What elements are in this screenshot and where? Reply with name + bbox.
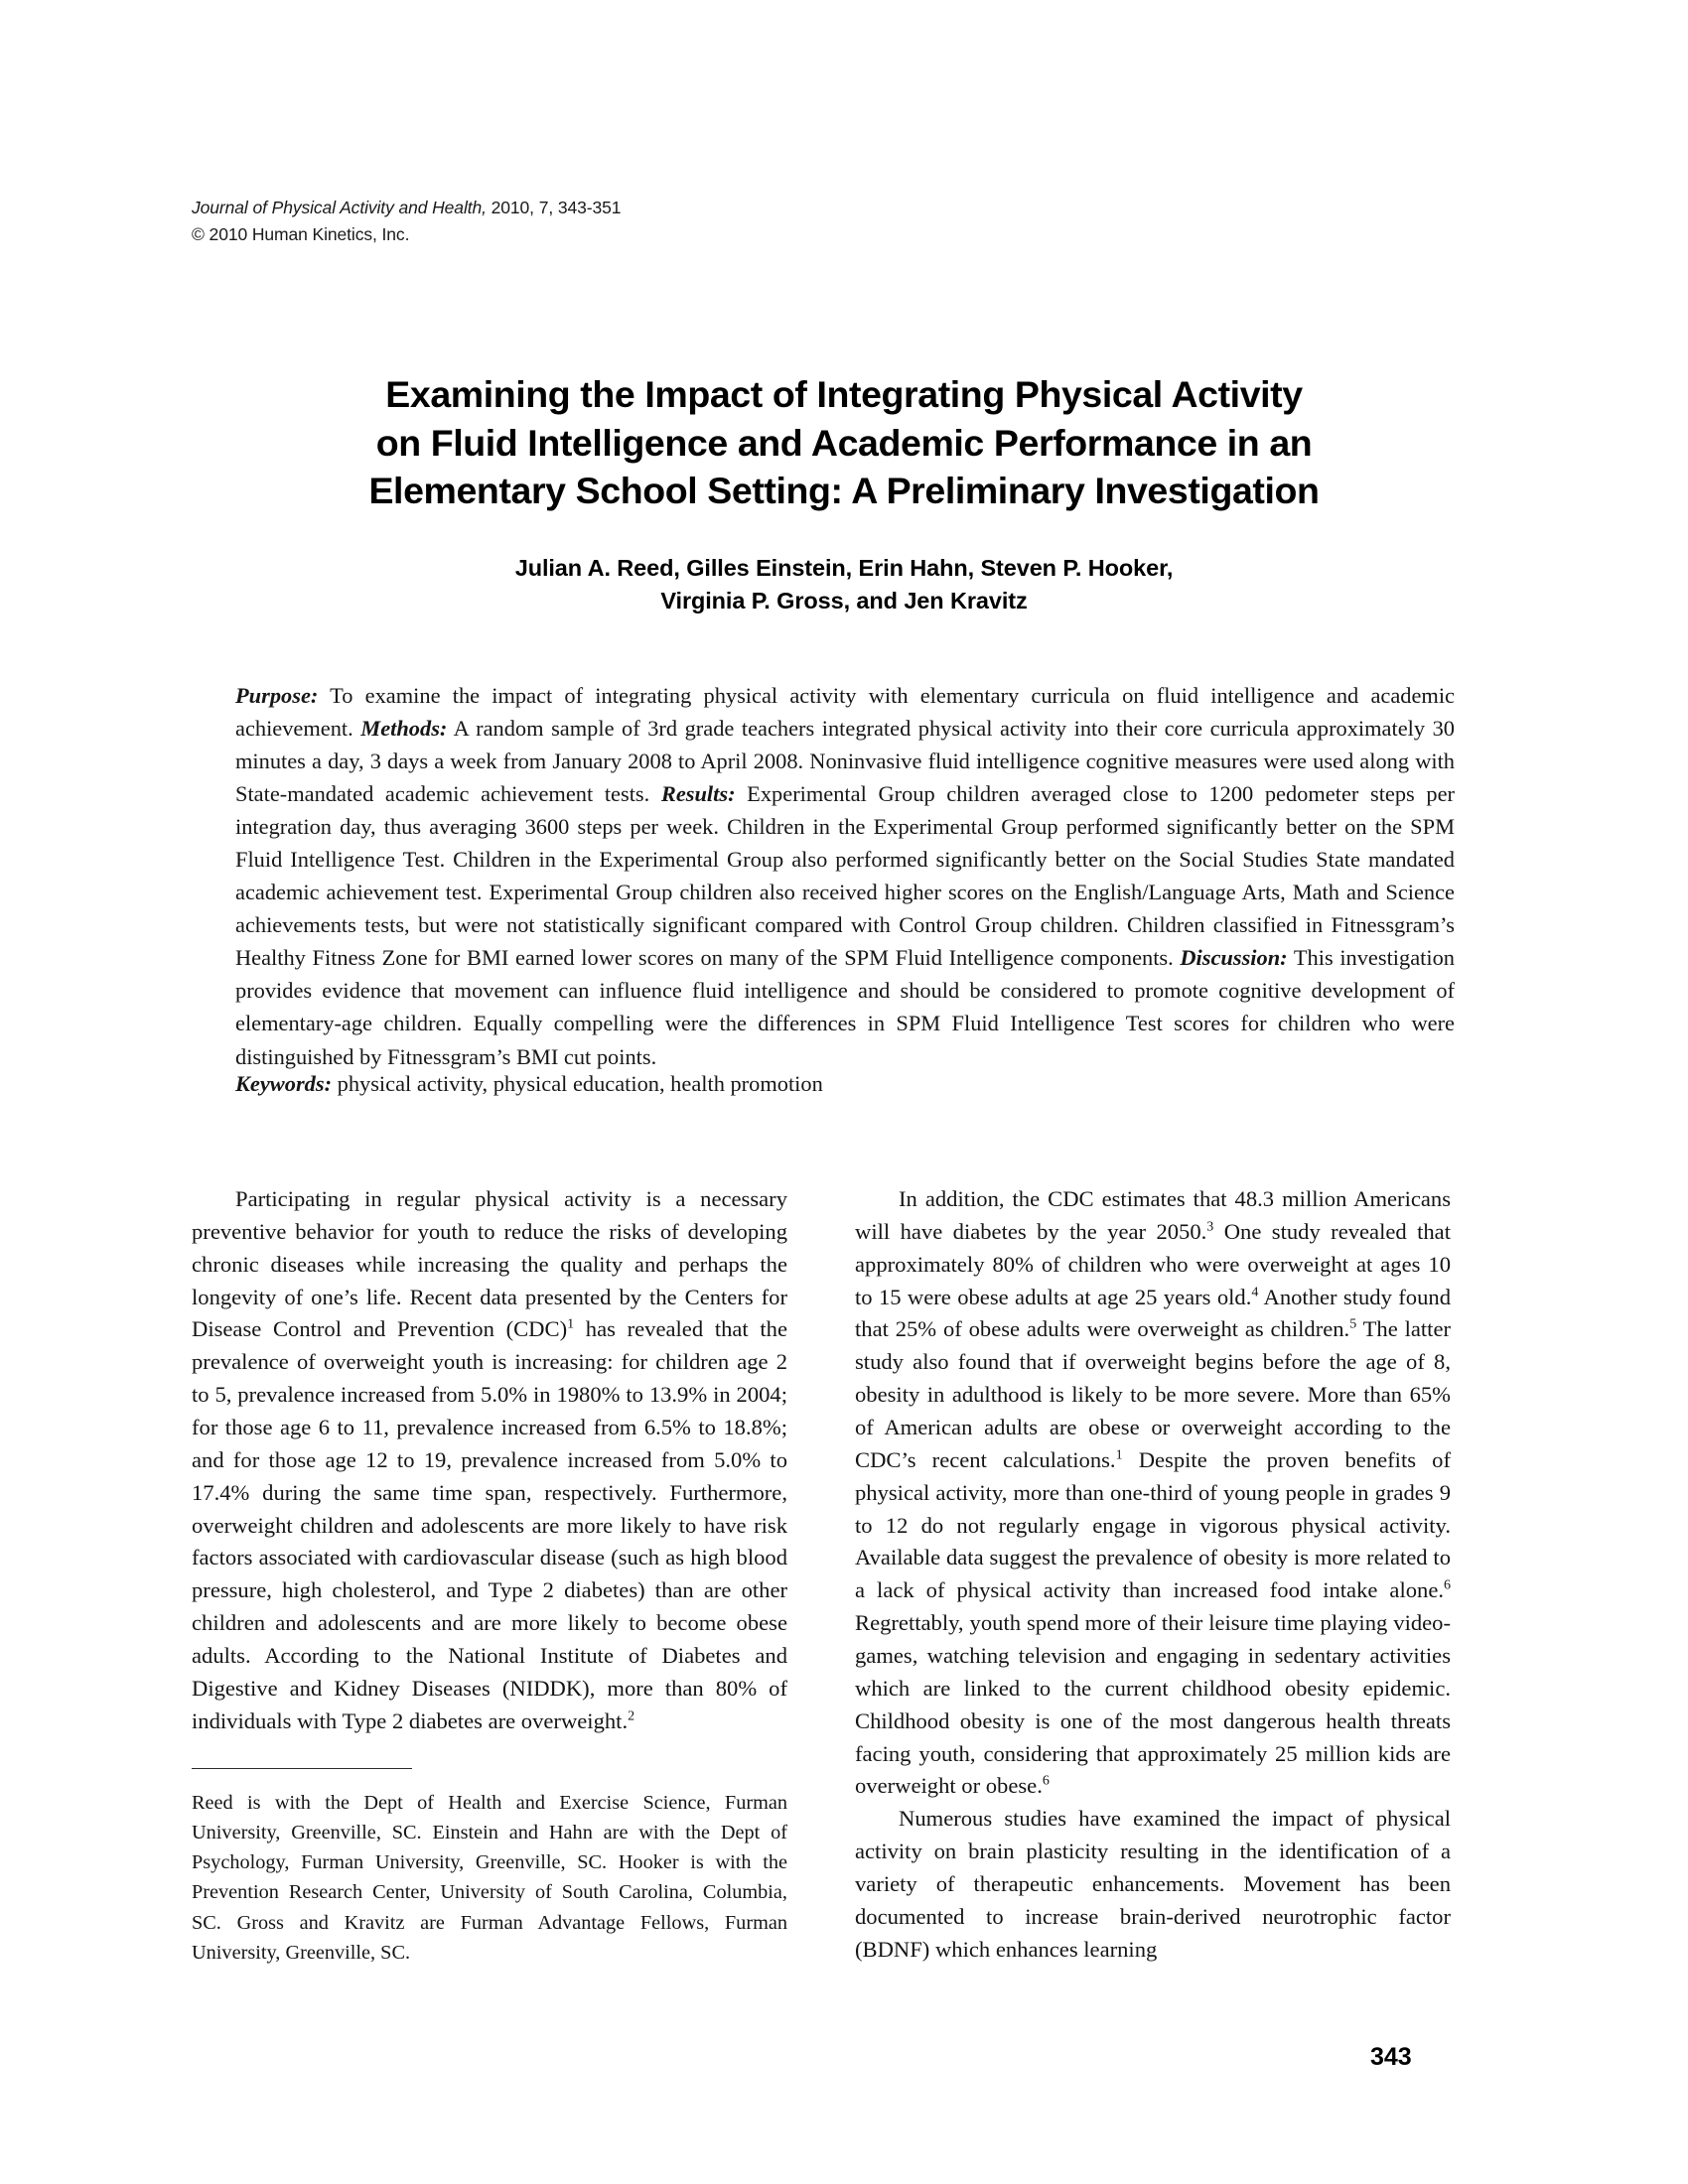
body-column-right (855, 1183, 1451, 1967)
journal-citation-line (192, 195, 1085, 221)
author-affiliation-note (192, 1788, 787, 1968)
paragraph-right-1-part-a: In addition, the CDC estimates that 48.3 million Americans will have diabetes by the year 2050. (855, 1186, 1451, 1244)
paragraph-left-1-part-b: has revealed that the prevalence of overweight youth is increasing: for children age 2 to 5, prevalence increased from 5.0% in 1980% to 13.9% in 2004; for those age 6 to 11, prevalence increased from 6.5% to 18.8%; and for those age 12 to 19, prevalence increased from 5.0% to 17.4% during the same time span, respectively. Furthermore, overweight children and adolescents are more likely to have risk factors associated with cardiovascular disease (such as high blood pressure, high cholesterol, and Type 2 diabetes) than are other children and adolescents and are more likely to become obese adults. According to the National Institute of Diabetes and Digestive and Kidney Diseases (NIDDK), more than 80% of individuals with Type 2 diabetes are overweight. (192, 1316, 787, 1733)
title-line-3: Elementary School Setting: A Preliminary Investigation (368, 469, 1320, 511)
paragraph-left-1 (192, 1183, 787, 1738)
reference-marker-3: 3 (1206, 1219, 1214, 1235)
abstract-purpose-text: To examine the impact of integrating physical activity with elementary curricula on fluid intelligence and academic achievement. (235, 683, 1455, 742)
affiliation-text: Reed is with the Dept of Health and Exercise Science, Furman University, Greenville, SC. Einstein and Hahn are with the Dept of Psychology, Furman University, Greenville, SC. Hooker is with the Prevention Research Center, University of South Carolina, Columbia, SC. Gross and Kravitz are Furman Advantage Fellows, Furman University, Greenville, SC. (192, 1792, 787, 1964)
paragraph-right-1 (855, 1183, 1451, 1803)
abstract-discussion-text: This investigation provides evidence that movement can influence fluid intelligence and should be considered to promote cognitive development of elementary-age children. Equally compelling were the differences in SPM Fluid Intelligence Test scores for children who were distinguished by Fitnessgram’s BMI cut points. (235, 945, 1455, 1069)
reference-marker-2: 2 (628, 1708, 635, 1724)
abstract-methods-text: A random sample of 3rd grade teachers integrated physical activity into their core curricula approximately 30 minutes a day, 3 days a week from January 2008 to April 2008. Noninvasive fluid intelligence cognitive measures were used along with State-mandated academic achievement tests. (235, 716, 1455, 807)
reference-marker-4: 4 (1251, 1285, 1259, 1300)
reference-marker-6b: 6 (1042, 1773, 1050, 1789)
keywords-label: Keywords: (235, 1071, 333, 1096)
paragraph-right-1-part-b: One study revealed that approximately 80% of children who were overweight at ages 10 to 15 were obese adults at age 25 years old. (855, 1218, 1451, 1309)
body-column-left (192, 1183, 787, 1738)
reference-marker-1b: 1 (1115, 1447, 1123, 1463)
reference-marker-5: 5 (1349, 1316, 1357, 1332)
abstract-purpose-label: Purpose: (235, 683, 319, 708)
paragraph-right-1-part-c: Another study found that 25% of obese adults were overweight as children. (855, 1284, 1451, 1342)
abstract (235, 679, 1455, 1073)
abstract-results-label: Results: (660, 781, 736, 807)
journal-running-head (192, 195, 1085, 247)
abstract-results-text: Experimental Group children averaged close to 1200 pedometer steps per integration day, thus averaging 3600 steps per week. Children in the Experimental Group performed significantly better on the SPM Fluid Intelligence Test. Children in the Experimental Group also performed significantly better on the Social Studies State mandated academic achievement test. Experimental Group children also received higher scores on the English/Language Arts, Math and Science achievements tests, but were not statistically significant compared with Control Group children. Children classified in Fitnessgram’s Healthy Fitness Zone for BMI earned lower scores on many of the SPM Fluid Intelligence components. (235, 781, 1455, 971)
title-line-2: on Fluid Intelligence and Academic Performance in an (375, 421, 1313, 464)
reference-marker-1: 1 (567, 1316, 575, 1332)
paragraph-left-1-part-a: Participating in regular physical activity is a necessary preventive behavior for youth to reduce the risks of developing chronic diseases while increasing the quality and perhaps the longevity of one’s life. Recent data presented by the Centers for Disease Control and Prevention (CDC) (192, 1186, 787, 1342)
paragraph-right-1-part-d: The latter study also found that if overweight begins before the age of 8, obesity in adulthood is likely to be more severe. More than 65% of American adults are obese or overweight according to the CDC’s recent calculations. (855, 1316, 1451, 1472)
title-line-1: Examining the Impact of Integrating Physical Activity (385, 373, 1303, 416)
journal-copyright: © 2010 Human Kinetics, Inc. (192, 223, 410, 244)
paragraph-right-2: Numerous studies have examined the impact of physical activity on brain plasticity resulting in the identification of a variety of therapeutic enhancements. Movement has been documented to increase brain-derived neurotrophic factor (BDNF) which enhances learning (855, 1806, 1451, 1962)
page-number: 343 (1370, 2043, 1412, 2071)
author-line-1: Julian A. Reed, Gilles Einstein, Erin Hahn, Steven P. Hooker, (514, 555, 1174, 581)
paragraph-right-1-part-e: Despite the proven benefits of physical activity, more than one-third of young people in grades 9 to 12 do not regularly engage in vigorous physical activity. Available data suggest the prevalence of obesity is more related to a lack of physical activity than increased food intake alone. (855, 1446, 1451, 1603)
paragraph-right-1-part-f: Regrettably, youth spend more of their leisure time playing video-games, watching television and engaging in sedentary activities which are linked to the current childhood obesity epidemic. Childhood obesity is one of the most dangerous health threats facing youth, considering that approximately 25 million kids are overweight or obese. (855, 1610, 1451, 1799)
journal-title: Journal of Physical Activity and Health, (192, 198, 487, 217)
footnote-divider (192, 1768, 412, 1769)
abstract-methods-label: Methods: (360, 716, 448, 742)
reference-marker-6: 6 (1444, 1577, 1451, 1593)
abstract-discussion-label: Discussion: (1180, 945, 1288, 971)
author-list (189, 552, 1499, 618)
keywords-text: physical activity, physical education, health promotion (332, 1071, 823, 1096)
author-line-2: Virginia P. Gross, and Jen Kravitz (660, 588, 1028, 614)
page-title (189, 370, 1499, 514)
keywords (235, 1067, 1455, 1100)
journal-citation: 2010, 7, 343-351 (486, 198, 622, 217)
